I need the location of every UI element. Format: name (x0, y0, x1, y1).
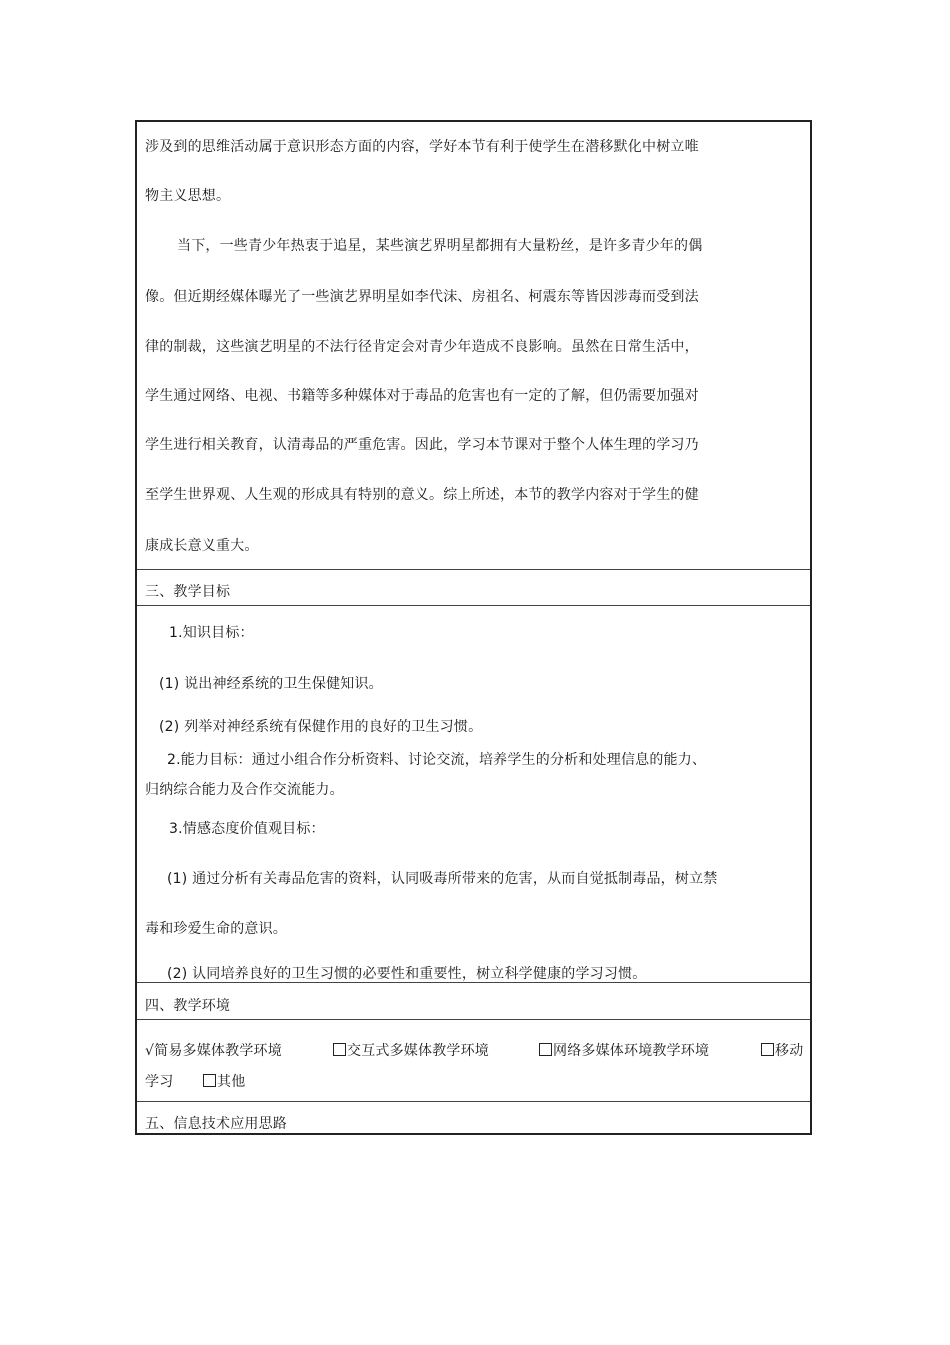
option-label: 移动 (775, 1043, 804, 1059)
option-label: 简易多媒体教学环境 (154, 1043, 282, 1059)
paragraph-line: 至学生世界观、人生观的形成具有特别的意义。综上所述，本节的教学内容对于学生的健 (145, 487, 699, 503)
paragraph-line: 学生进行相关教育，认清毒品的严重危害。因此，学习本节课对于整个人体生理的学习乃 (145, 437, 699, 453)
checkbox-icon (203, 1074, 216, 1087)
paragraph-line: 学生通过网络、电视、书籍等多种媒体对于毒品的危害也有一定的了解，但仍需要加强对 (145, 388, 699, 404)
env-option-other[interactable] (203, 1073, 245, 1091)
row-divider (137, 982, 810, 983)
paragraph-line: 当下，一些青少年热衷于追星，某些演艺界明星都拥有大量粉丝，是许多青少年的偶 (177, 238, 703, 254)
row-divider (137, 1101, 810, 1102)
objective-line: 归纳综合能力及合作交流能力。 (145, 782, 344, 798)
row-divider (137, 1019, 810, 1020)
objective-line: (1) 通过分析有关毒品危害的资料，认同吸毒所带来的危害，从而自觉抵制毒品，树立禁 (167, 871, 718, 887)
objective-line: 2.能力目标：通过小组合作分析资料、讨论交流，培养学生的分析和处理信息的能力、 (167, 752, 707, 768)
checkbox-icon (539, 1043, 552, 1056)
objective-line: (1) 说出神经系统的卫生保健知识。 (159, 676, 383, 692)
objective-line: (2) 列举对神经系统有保健作用的良好的卫生习惯。 (159, 719, 483, 735)
objective-line: (2) 认同培养良好的卫生习惯的必要性和重要性，树立科学健康的学习习惯。 (167, 966, 647, 982)
paragraph-line: 康成长意义重大。 (145, 538, 259, 554)
row-divider (137, 605, 810, 606)
paragraph-line: 像。但近期经媒体曝光了一些演艺界明星如李代沫、房祖名、柯震东等皆因涉毒而受到法 (145, 289, 699, 305)
option-label: 网络多媒体环境教学环境 (553, 1043, 710, 1059)
env-option-mobile-learning[interactable] (761, 1042, 803, 1060)
section-heading-it-application: 五、信息技术应用思路 (145, 1116, 287, 1132)
env-option-interactive-multimedia[interactable] (333, 1042, 489, 1060)
checkmark-icon: √ (145, 1043, 155, 1059)
checkbox-icon (761, 1043, 774, 1056)
section-heading-objectives: 三、教学目标 (145, 584, 231, 600)
paragraph-line: 涉及到的思维活动属于意识形态方面的内容，学好本节有利于使学生在潜移默化中树立唯 (145, 139, 699, 155)
objective-line: 1.知识目标： (169, 625, 254, 641)
checkbox-icon (333, 1043, 346, 1056)
paragraph-line: 律的制裁，这些演艺明星的不法行径肯定会对青少年造成不良影响。虽然在日常生活中， (145, 339, 699, 355)
objective-line: 3.情感态度价值观目标： (169, 821, 325, 837)
row-divider (137, 569, 810, 570)
lesson-plan-table (135, 120, 812, 1135)
paragraph-line: 物主义思想。 (145, 188, 231, 204)
env-option-simple-multimedia[interactable] (145, 1042, 282, 1060)
option-label: 交互式多媒体教学环境 (347, 1043, 489, 1059)
section-heading-environment: 四、教学环境 (145, 998, 231, 1014)
env-option-network-multimedia[interactable] (539, 1042, 709, 1060)
env-option-mobile-learning-cont: 学习 (145, 1074, 174, 1090)
objective-line: 毒和珍爱生命的意识。 (145, 921, 287, 937)
option-label: 其他 (217, 1074, 246, 1090)
